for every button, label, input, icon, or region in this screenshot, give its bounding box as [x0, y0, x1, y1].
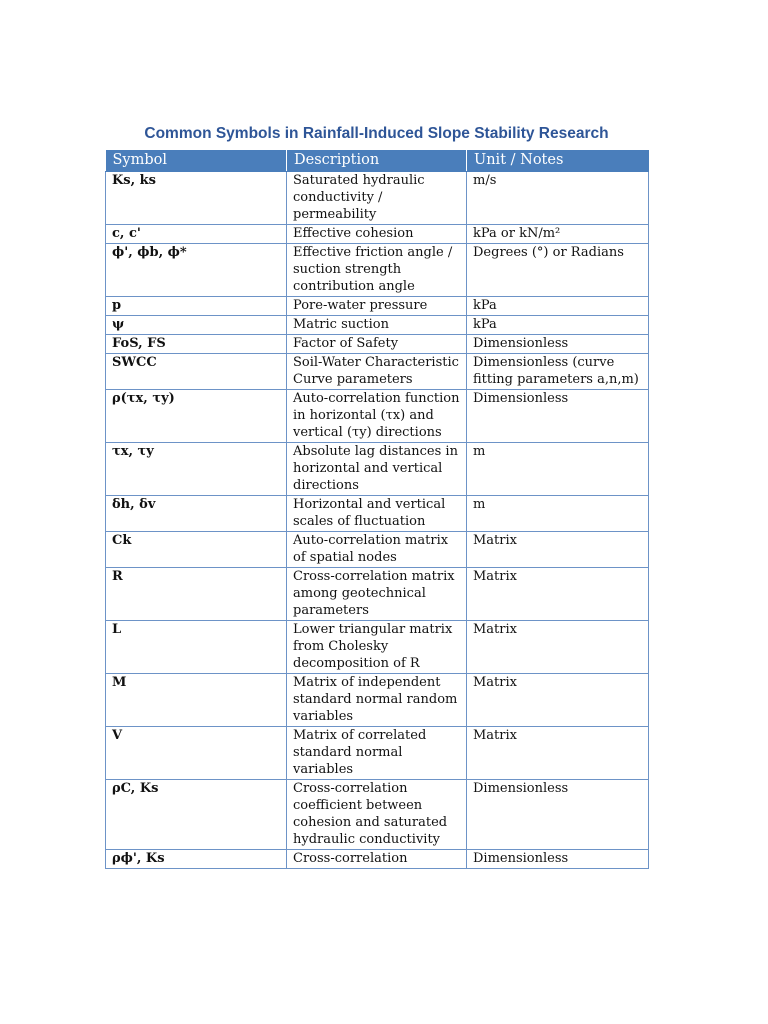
description-cell: Matric suction — [287, 316, 467, 335]
table-row — [106, 443, 649, 496]
table-header-row — [106, 150, 649, 172]
description-cell: Cross-correlation coefficient between cohesion and saturated hydraulic conductivity — [287, 780, 467, 850]
symbol-cell: M — [106, 674, 287, 727]
symbols-table — [105, 150, 649, 869]
unit-cell: Matrix — [467, 727, 649, 780]
unit-cell: m — [467, 443, 649, 496]
table-row — [106, 496, 649, 532]
description-cell: Effective cohesion — [287, 225, 467, 244]
table-row — [106, 225, 649, 244]
symbol-cell: p — [106, 297, 287, 316]
symbol-cell: ϕ', ϕb, ϕ* — [106, 244, 287, 297]
description-cell: Matrix of correlated standard normal variables — [287, 727, 467, 780]
symbol-cell: ρ(τx, τy) — [106, 390, 287, 443]
symbol-cell: FoS, FS — [106, 335, 287, 354]
table-row — [106, 335, 649, 354]
table-row — [106, 568, 649, 621]
description-cell: Effective friction angle / suction strength contribution angle — [287, 244, 467, 297]
unit-cell: Degrees (°) or Radians — [467, 244, 649, 297]
description-cell: Auto-correlation matrix of spatial nodes — [287, 532, 467, 568]
symbol-cell: SWCC — [106, 354, 287, 390]
symbol-cell: c, c' — [106, 225, 287, 244]
description-cell: Lower triangular matrix from Cholesky decomposition of R — [287, 621, 467, 674]
unit-cell: Matrix — [467, 532, 649, 568]
unit-cell: kPa — [467, 297, 649, 316]
description-cell: Absolute lag distances in horizontal and vertical directions — [287, 443, 467, 496]
unit-cell: m/s — [467, 172, 649, 225]
symbol-cell: L — [106, 621, 287, 674]
symbol-cell: ρC, Ks — [106, 780, 287, 850]
table-row — [106, 172, 649, 225]
symbol-cell: ρϕ', Ks — [106, 850, 287, 869]
table-row — [106, 727, 649, 780]
table-row — [106, 390, 649, 443]
symbol-cell: Ks, ks — [106, 172, 287, 225]
unit-cell: Matrix — [467, 568, 649, 621]
header-description: Description — [287, 150, 467, 172]
unit-cell: Dimensionless — [467, 335, 649, 354]
document-title: Common Symbols in Rainfall-Induced Slope Stability Research — [144, 125, 609, 142]
unit-cell: Matrix — [467, 674, 649, 727]
header-symbol: Symbol — [106, 150, 287, 172]
symbol-cell: V — [106, 727, 287, 780]
unit-cell: m — [467, 496, 649, 532]
table-row — [106, 354, 649, 390]
description-cell: Soil-Water Characteristic Curve parameters — [287, 354, 467, 390]
description-cell: Cross-correlation matrix among geotechnical parameters — [287, 568, 467, 621]
description-cell: Matrix of independent standard normal random variables — [287, 674, 467, 727]
table-row — [106, 297, 649, 316]
table-row — [106, 316, 649, 335]
description-cell: Cross-correlation — [287, 850, 467, 869]
symbol-cell: ψ — [106, 316, 287, 335]
unit-cell: kPa — [467, 316, 649, 335]
unit-cell: Dimensionless — [467, 780, 649, 850]
symbol-cell: Ck — [106, 532, 287, 568]
symbol-cell: δh, δv — [106, 496, 287, 532]
table-row — [106, 621, 649, 674]
unit-cell: Matrix — [467, 621, 649, 674]
description-cell: Factor of Safety — [287, 335, 467, 354]
description-cell: Pore-water pressure — [287, 297, 467, 316]
unit-cell: kPa or kN/m² — [467, 225, 649, 244]
description-cell: Auto-correlation function in horizontal (τx) and vertical (τy) directions — [287, 390, 467, 443]
unit-cell: Dimensionless — [467, 850, 649, 869]
table-row — [106, 244, 649, 297]
unit-cell: Dimensionless — [467, 390, 649, 443]
description-cell: Horizontal and vertical scales of fluctuation — [287, 496, 467, 532]
table-row — [106, 850, 649, 869]
symbol-cell: R — [106, 568, 287, 621]
table-row — [106, 780, 649, 850]
unit-cell: Dimensionless (curve fitting parameters a,n,m) — [467, 354, 649, 390]
header-unit-notes: Unit / Notes — [467, 150, 649, 172]
table-row — [106, 532, 649, 568]
symbol-cell: τx, τy — [106, 443, 287, 496]
description-cell: Saturated hydraulic conductivity / permeability — [287, 172, 467, 225]
table-row — [106, 674, 649, 727]
